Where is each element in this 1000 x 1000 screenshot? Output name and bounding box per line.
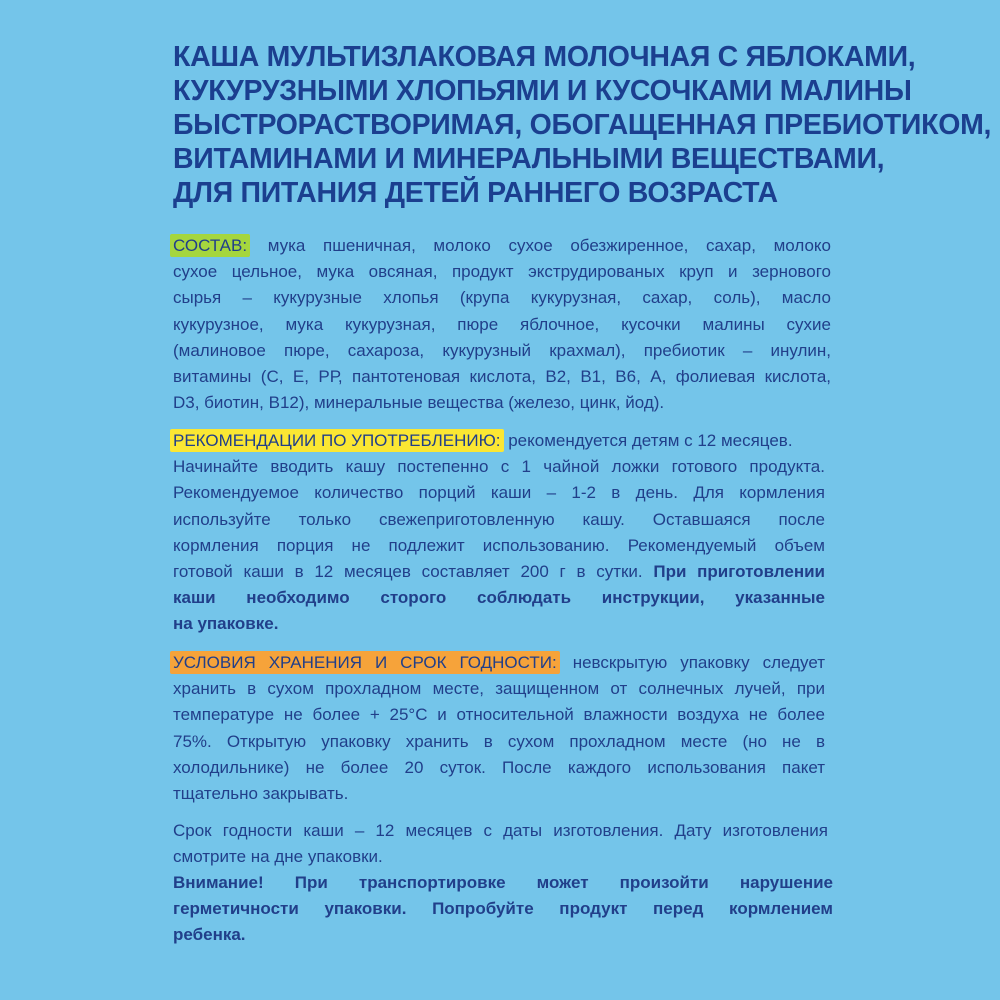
storage-line: холодильнике) не более 20 суток. После каждого использования пакет (173, 757, 825, 777)
composition-line: витамины (С, Е, РР, пантотеновая кислота, В2, В1, В6, А, фолиевая кислота, (173, 367, 831, 387)
shelf-life-line: Срок годности каши – 12 месяцев с даты изготовления. Дату изготовления (173, 821, 828, 840)
composition-section (173, 233, 831, 416)
storage-heading: УСЛОВИЯ ХРАНЕНИЯ И СРОК ГОДНОСТИ: (170, 651, 560, 674)
recommendations-line: Начинайте вводить кашу постепенно с 1 чайной ложки готового продукта. (173, 457, 825, 477)
shelf-life-section (173, 818, 828, 870)
composition-line (173, 233, 831, 259)
warning-line: герметичности упаковки. Попробуйте продукт перед кормлением (173, 899, 833, 919)
composition-text: мука пшеничная, молоко сухое обезжиренное, сахар, молоко (250, 236, 831, 255)
storage-text: невскрытую упаковку следует (559, 653, 826, 672)
composition-line: сухое цельное, мука овсяная, продукт экструдированых круп и зернового (173, 262, 831, 282)
recommendations-line: используйте только свежеприготовленную кашу. Оставшаяся после (173, 509, 825, 529)
composition-line: (малиновое пюре, сахароза, кукурузный крахмал), пребиотик – инулин, (173, 340, 831, 360)
warning-line: Внимание! При транспортировке может произойти нарушение (173, 873, 833, 892)
title-line: БЫСТРОРАСТВОРИМАЯ, ОБОГАЩЕННАЯ ПРЕБИОТИКОМ, (173, 109, 992, 141)
recommendations-text: рекомендуется детям с 12 месяцев. (503, 431, 793, 450)
storage-line: температуре не более + 25°С и относительной влажности воздуха не более (173, 705, 825, 725)
recommendations-line: кормления порция не подлежит использованию. Рекомендуемый объем (173, 535, 825, 555)
title-line: КУКУРУЗНЫМИ ХЛОПЬЯМИ И КУСОЧКАМИ МАЛИНЫ (173, 75, 912, 107)
storage-section (173, 650, 825, 807)
recommendations-line (173, 559, 825, 585)
title-line: ВИТАМИНАМИ И МИНЕРАЛЬНЫМИ ВЕЩЕСТВАМИ, (173, 143, 885, 175)
recommendations-text: готовой каши в 12 месяцев составляет 200 г в сутки. (173, 562, 643, 582)
composition-heading: СОСТАВ: (170, 234, 250, 257)
warning-line: ребенка. (173, 925, 246, 945)
storage-line: тщательно закрывать. (173, 784, 349, 804)
product-title (173, 40, 992, 210)
storage-line: хранить в сухом прохладном месте, защищенном от солнечных лучей, при (173, 679, 825, 699)
warning-section (173, 870, 833, 949)
recommendations-heading: РЕКОМЕНДАЦИИ ПО УПОТРЕБЛЕНИЮ: (170, 429, 504, 452)
recommendations-bold-line: каши необходимо сторого соблюдать инструкции, указанные (173, 588, 825, 608)
recommendations-section (173, 428, 825, 638)
composition-line: сырья – кукурузные хлопья (крупа кукурузная, сахар, соль), масло (173, 288, 831, 308)
recommendations-bold-text: При приготовлении (642, 562, 825, 582)
storage-line: 75%. Открытую упаковку хранить в сухом прохладном месте (но не в (173, 731, 825, 751)
recommendations-line (173, 428, 825, 454)
recommendations-bold-line: на упаковке. (173, 614, 279, 634)
composition-line: кукурузное, мука кукурузная, пюре яблочное, кусочки малины сухие (173, 314, 831, 334)
storage-line (173, 650, 825, 676)
title-line: КАША МУЛЬТИЗЛАКОВАЯ МОЛОЧНАЯ С ЯБЛОКАМИ, (173, 41, 916, 73)
recommendations-line: Рекомендуемое количество порций каши – 1-2 в день. Для кормления (173, 483, 825, 503)
title-line: ДЛЯ ПИТАНИЯ ДЕТЕЙ РАННЕГО ВОЗРАСТА (173, 177, 778, 209)
shelf-life-line: смотрите на дне упаковки. (173, 847, 383, 867)
composition-line: D3, биотин, В12), минеральные вещества (железо, цинк, йод). (173, 393, 665, 413)
